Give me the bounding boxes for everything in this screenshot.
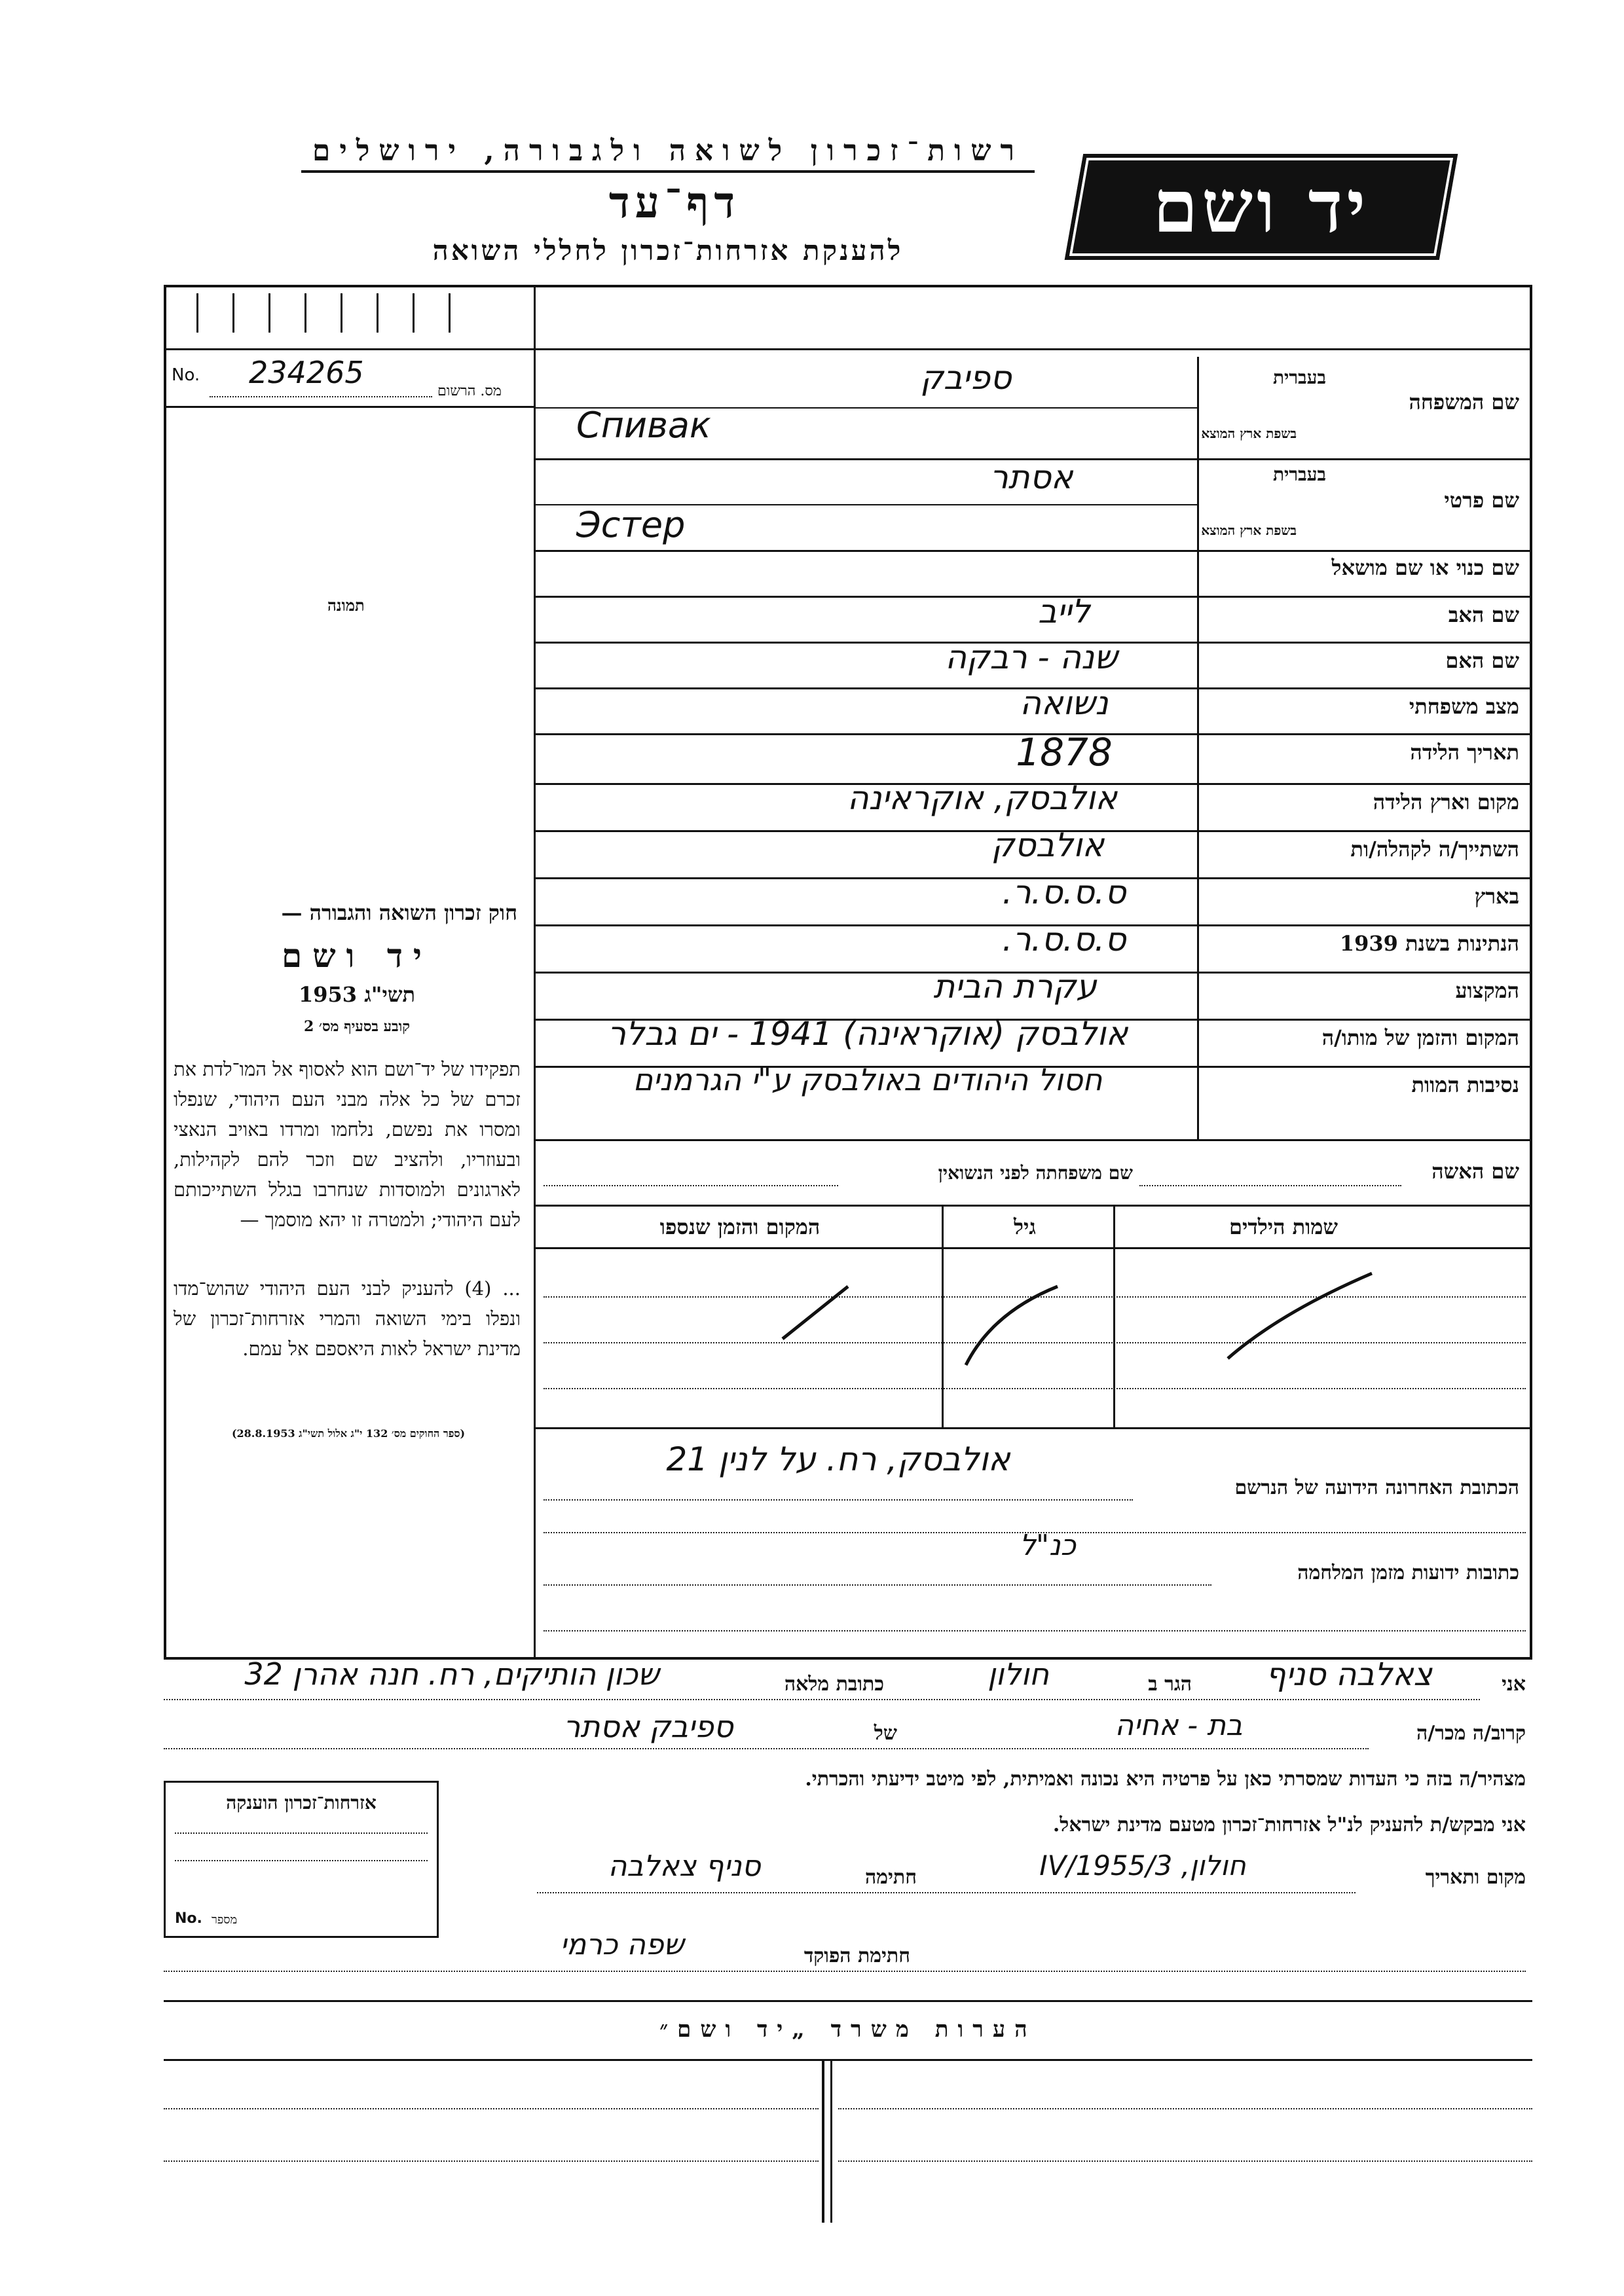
place-date-label: מקום ותאריך xyxy=(1425,1866,1526,1889)
yad-vashem-logo xyxy=(1065,154,1458,260)
reg-heb-label: מס. הרשום xyxy=(437,383,502,399)
community-value: אולבסק xyxy=(991,826,1105,864)
declaration-text: מצהיר/ה בזה כי העדות שמסרתי כאן על פרטיה היא נכונה ואמיתית, לפי מיטב ידיעתי והכרתי. xyxy=(805,1768,1526,1791)
declarant-dots xyxy=(164,1748,1369,1749)
empty-stroke xyxy=(1228,1273,1372,1358)
first-name-origin: Эстер xyxy=(576,504,686,545)
death-circ-label: נסיבות המוות xyxy=(1411,1072,1519,1097)
first-hebrew-sublabel: בעברית xyxy=(1272,464,1326,485)
first-name-label: שם פרטי xyxy=(1444,488,1519,513)
officer-dots xyxy=(164,1971,1526,1972)
address-dots xyxy=(544,1630,1526,1631)
declarant-ani-label: אני xyxy=(1502,1673,1526,1696)
box-no-label: No. xyxy=(175,1910,202,1927)
officer-signature: שפה כרמי xyxy=(560,1928,684,1961)
declarant-dots xyxy=(164,1699,1480,1700)
law-paragraph-1: תפקידו של יד־ושם הוא לאסוף אל המו־לדת את זכרם של כל אלה מבני העם היהודי, שנפלו ומסרו את נפשם, נלחמו ומרדו באויב הנאצי ובעוזריו, ולהציב שם וזכר להם לקהילות, לארגונים ולמוסדות שנחרבו בגלל השתייכותם לעם היהודי; ולמטרה זו יהא מוסמך — xyxy=(174,1058,521,1231)
law-clause: קובע בסעיף מס׳ 2 xyxy=(303,1018,411,1035)
maiden-dots xyxy=(544,1185,838,1186)
box-dots xyxy=(175,1860,428,1861)
war-address-label: כתובות ידועות מזמן המלחמה xyxy=(1297,1561,1519,1584)
father-value: לייב xyxy=(1038,592,1090,630)
birth-place-value: אולבסק, אוקראינה xyxy=(847,779,1118,817)
remarks-dots xyxy=(164,2160,819,2162)
war-address-value: כנ"ל xyxy=(1019,1529,1077,1562)
death-circ-value: חסול היהודים באולבסק ע"י הגרמנים xyxy=(633,1062,1103,1097)
law-name: יד ושם xyxy=(282,936,432,975)
family-name-hebrew: ספיבק xyxy=(920,359,1012,397)
signature-label: חתימה xyxy=(865,1866,917,1889)
remarks-dots xyxy=(164,2108,819,2109)
birth-place-label: מקום וארץ הלידה xyxy=(1373,790,1519,814)
reg-no-label: No. xyxy=(172,365,200,385)
label-divider xyxy=(1197,357,1199,1139)
declarant-dots xyxy=(537,1892,1356,1893)
birth-date-label: תאריך הלידה xyxy=(1410,740,1519,765)
relative-label: קרוב/ה מכר/ה xyxy=(1416,1722,1526,1745)
reg-no-dots xyxy=(210,396,432,397)
children-col-names: שמות הילדים xyxy=(1229,1214,1338,1239)
death-place-label: המקום והזמן של מותו/ה xyxy=(1321,1025,1519,1050)
marital-label: מצב משפחתי xyxy=(1409,694,1519,719)
of-value: ספיבק אסתר xyxy=(563,1709,733,1744)
children-empty-strokes xyxy=(534,1247,1532,1427)
maiden-label: שם משפחתה לפני הנשואין xyxy=(938,1162,1133,1184)
remarks-top-line xyxy=(164,2000,1532,2002)
father-label: שם האב xyxy=(1448,602,1519,627)
citizenship-1939-label: הנתינות בשנת 1939 xyxy=(1339,931,1519,956)
mother-label: שם האם xyxy=(1445,648,1519,673)
empty-stroke xyxy=(783,1286,848,1339)
remarks-dots xyxy=(838,2108,1532,2109)
family-origin-sublabel: בשפת ארץ המוצא xyxy=(1201,426,1297,441)
authority-title: רשות־זכרון לשואה ולגבורה, ירושלים xyxy=(301,134,1035,173)
row-line xyxy=(534,1139,1532,1141)
logo-text: יד ושם xyxy=(1153,164,1370,249)
first-origin-sublabel: בשפת ארץ המוצא xyxy=(1201,522,1297,538)
officer-label: חתימת הפוקד xyxy=(803,1944,910,1967)
signature-value: סניף צאלבה xyxy=(608,1850,761,1883)
reg-line xyxy=(164,406,534,408)
citizenship-granted-box xyxy=(164,1781,439,1938)
law-year: תשי"ג 1953 xyxy=(299,982,415,1007)
children-col-age: גיל xyxy=(1014,1214,1036,1239)
children-col-place: המקום והזמן שנספו xyxy=(659,1214,821,1239)
remarks-dots xyxy=(838,2160,1532,2162)
profession-label: המקצוע xyxy=(1455,978,1519,1003)
of-label: של xyxy=(874,1722,897,1745)
wife-dots xyxy=(1139,1185,1401,1186)
resides-value: חולון xyxy=(987,1656,1049,1692)
address-full-label: כתובת מלאה xyxy=(784,1673,884,1696)
last-address-value: אולבסק, רח. על לנין 21 xyxy=(666,1440,1010,1478)
row-line xyxy=(534,550,1532,552)
last-address-label: הכתובת האחרונה הידועה של הנרשם xyxy=(1234,1476,1519,1499)
row-line xyxy=(534,1205,1532,1207)
remarks-line xyxy=(164,2059,1532,2061)
top-row-line xyxy=(164,348,1532,350)
birth-date-value: 1878 xyxy=(1016,730,1113,774)
box-no-heb: מספר xyxy=(212,1913,238,1927)
form-title: דף־עד xyxy=(608,177,741,228)
mother-value: שנה - רבקה xyxy=(945,638,1118,676)
tick-boxes xyxy=(196,293,485,335)
photo-label: תמונה xyxy=(327,596,365,615)
form-subtitle: להענקת אזרחות־זכרון לחללי השואה xyxy=(432,234,904,266)
marital-value: נשואה xyxy=(1020,684,1109,722)
office-remarks-title: הערות משרד „יד ושם״ xyxy=(659,2016,1037,2043)
address-dots xyxy=(544,1584,1211,1586)
law-source: (ספר החוקים מס׳ 132 י"ג אלול תשי"ג 28.8.1953) xyxy=(231,1427,466,1440)
address-dots xyxy=(544,1499,1133,1501)
place-date-value: חולון, 3/IV/1955 xyxy=(1039,1850,1246,1882)
citizenship-granted-title: אזרחות־זכרון הוענקה xyxy=(226,1792,377,1813)
declarant-name: צאלבה סניף xyxy=(1265,1656,1432,1693)
profession-value: עקרת הבית xyxy=(933,968,1097,1006)
family-name-origin: Спивак xyxy=(576,405,711,446)
family-name-label: שם המשפחה xyxy=(1409,390,1519,414)
citizenship-1939-value: ס.ס.ס.ר. xyxy=(1002,920,1126,958)
remarks-divider xyxy=(830,2059,832,2223)
law-title: חוק זכרון השואה והגבורה — xyxy=(281,900,517,925)
reg-number: 234265 xyxy=(249,355,364,390)
request-text: אני מבקש/ת להעניק לנ"ל אזרחות־זכרון מטעם מדינת ישראל. xyxy=(1052,1813,1526,1836)
community-label: השתייך/ה לקהלה/ות xyxy=(1350,837,1519,862)
law-paragraph-2: ... (4) להעניק לבני העם היהודי שהוש־מדו ונפלו בימי השואה והמרי אזרחות־זכרון של מדינת ישראל לאות היאספם אל עמם. xyxy=(174,1277,521,1360)
address-full-value: שכון הותיקים, רח. חנה אהרן 32 xyxy=(244,1656,659,1692)
death-place-value: אולבסק (אוקראינה) 1941 - ים גבלר xyxy=(607,1015,1128,1053)
row-line xyxy=(534,1427,1532,1429)
resides-label: הגר ב xyxy=(1148,1673,1192,1696)
wife-label: שם האשה xyxy=(1431,1159,1519,1184)
family-hebrew-sublabel: בעברית xyxy=(1272,367,1326,388)
box-dots xyxy=(175,1832,428,1834)
country-value: ס.ס.ס.ר. xyxy=(1002,873,1126,911)
relative-value: בת - אחיה xyxy=(1115,1709,1243,1742)
first-name-hebrew: אסתר xyxy=(989,458,1073,496)
empty-stroke xyxy=(966,1286,1058,1365)
country-label: בארץ xyxy=(1474,884,1519,909)
remarks-divider xyxy=(822,2059,824,2223)
nickname-label: שם כנוי או שם מושאל xyxy=(1331,555,1519,580)
